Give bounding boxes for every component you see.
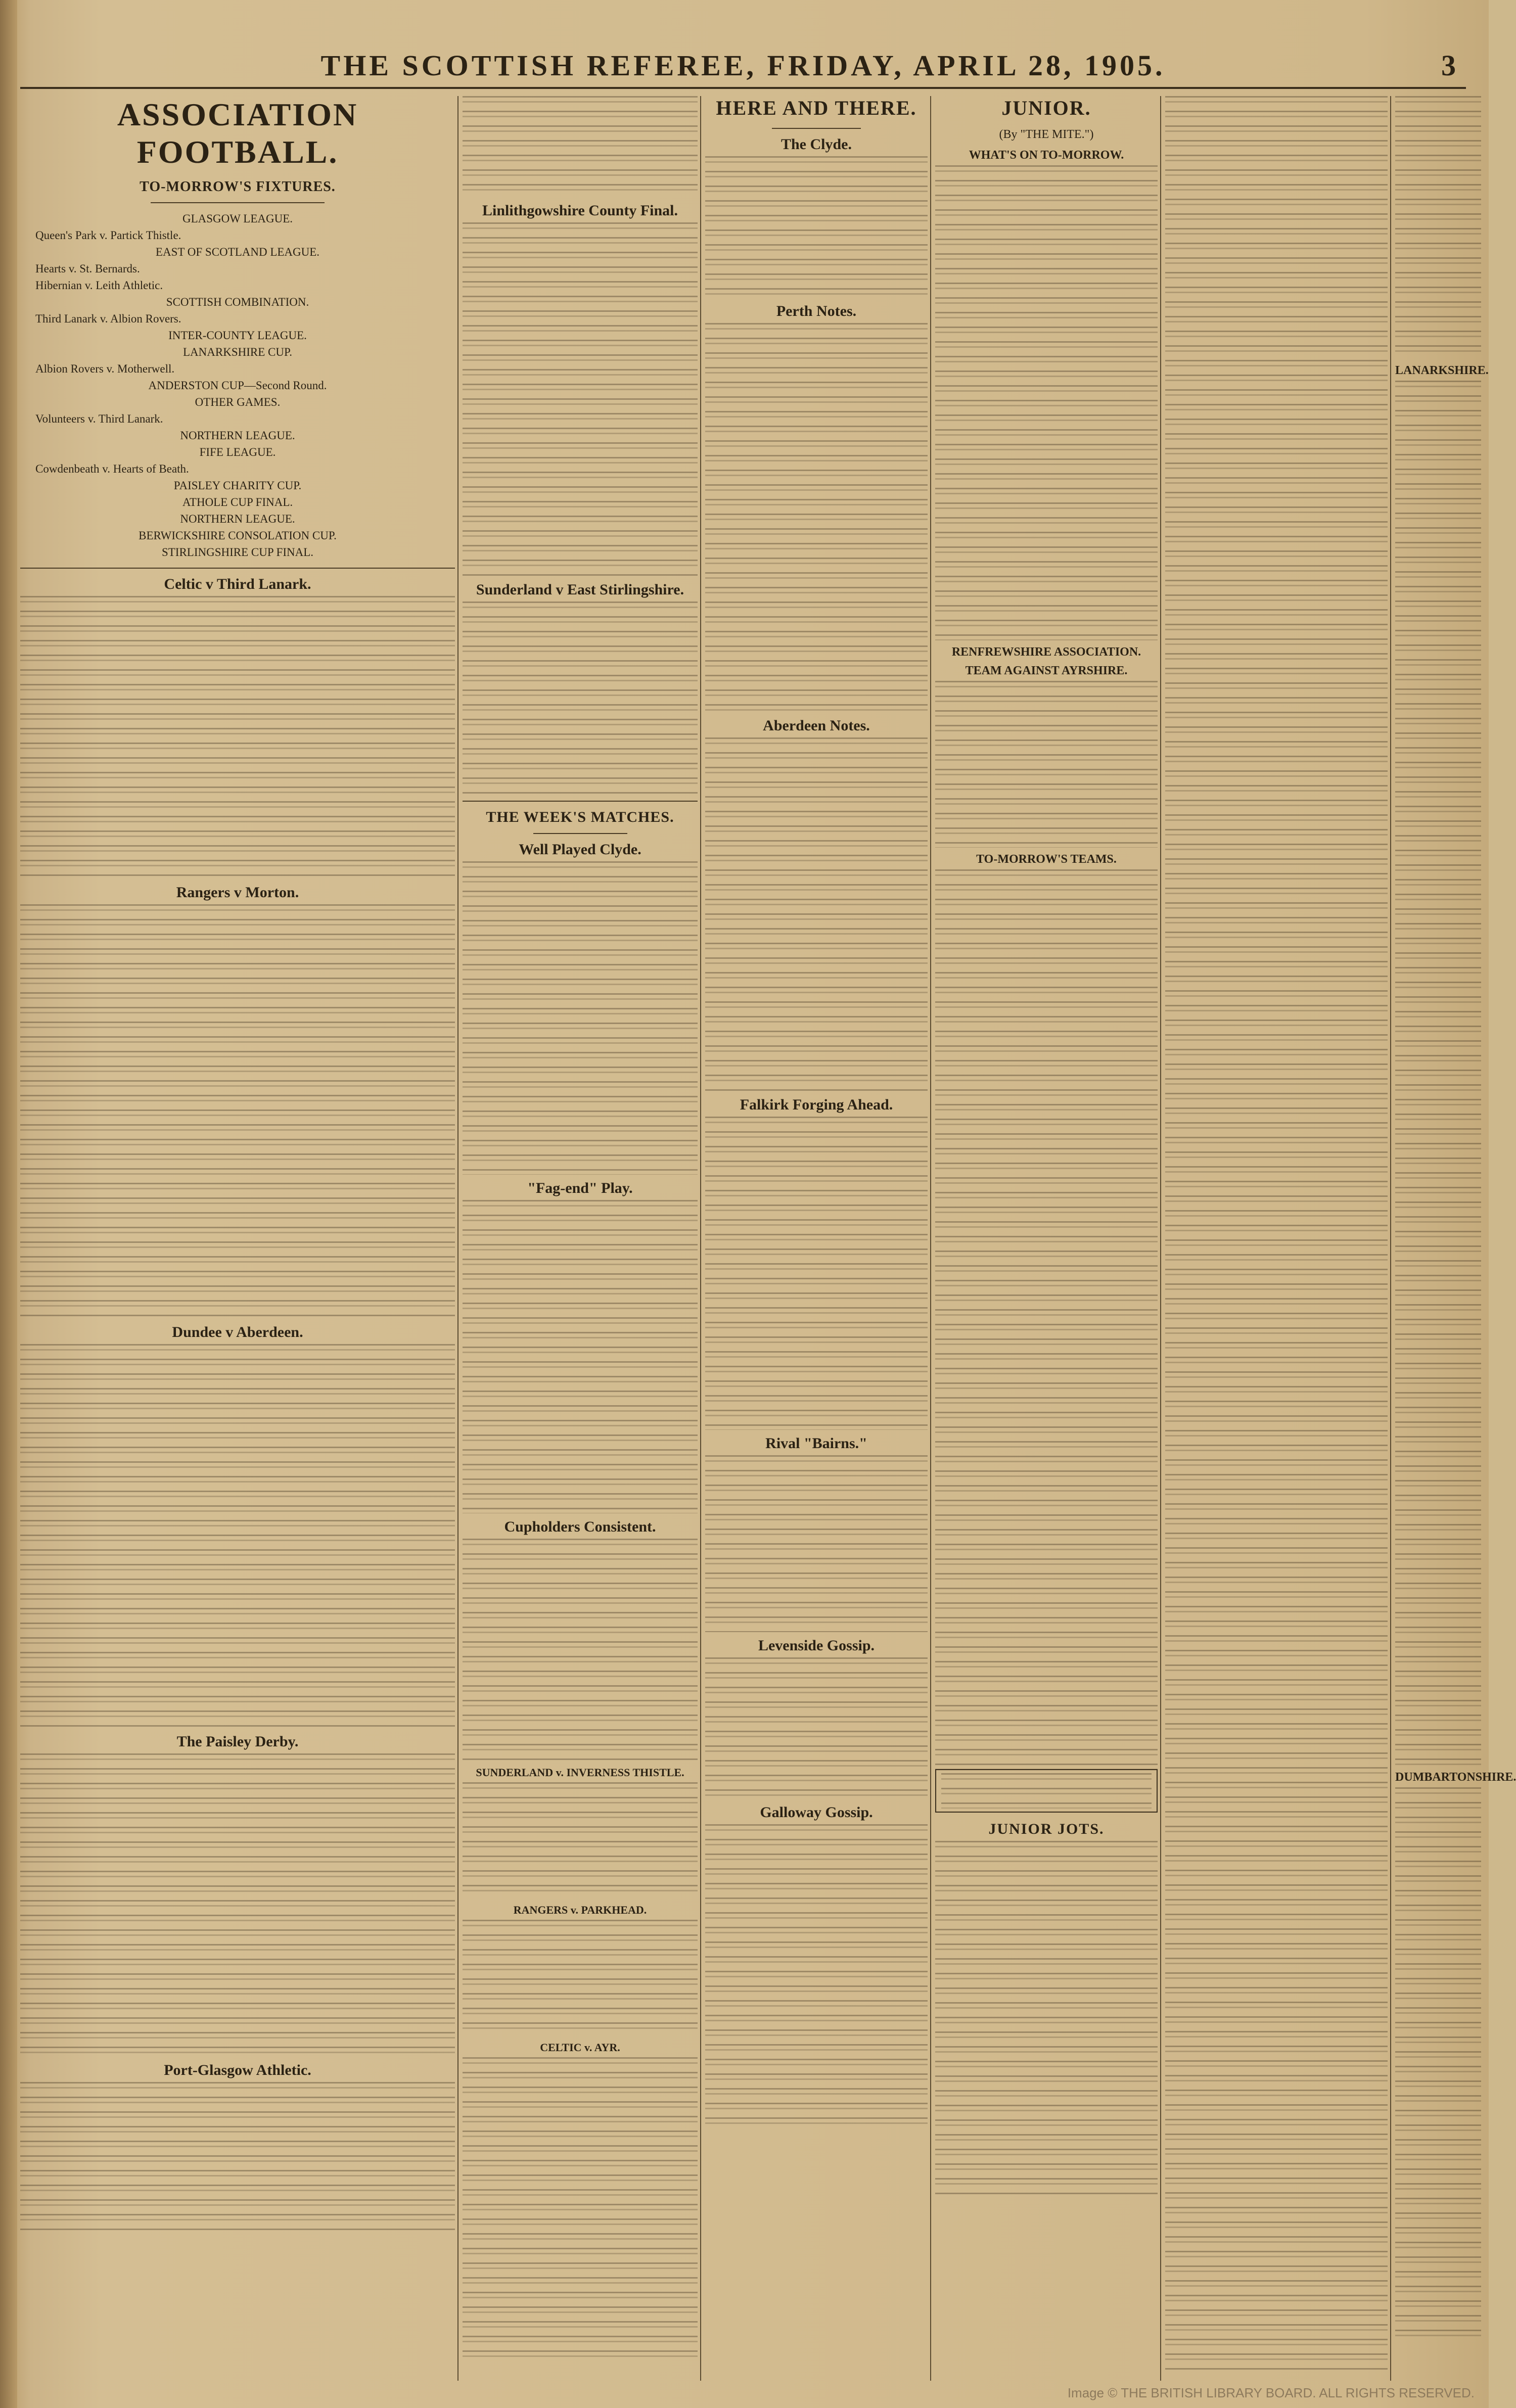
article-body-text (463, 2057, 698, 2360)
article-body-text (463, 601, 698, 794)
article-heading: The Clyde. (780, 136, 852, 153)
article-heading: Perth Notes. (776, 303, 857, 319)
page-number: 3 (1441, 49, 1456, 82)
advertisement-box (935, 1769, 1158, 1813)
fixture-line: NORTHERN LEAGUE. (180, 429, 295, 442)
column-rule (700, 96, 701, 2381)
column-counties (1395, 96, 1516, 2391)
fixture-line: EAST OF SCOTLAND LEAGUE. (155, 246, 320, 258)
article-body-text (705, 1824, 928, 2127)
article-heading: LANARKSHIRE. (1395, 364, 1489, 377)
column-rule (930, 96, 931, 2381)
masthead-rule (20, 87, 1466, 89)
article-heading: Port-Glasgow Athletic. (164, 2062, 311, 2078)
fixture-line: INTER-COUNTY LEAGUE. (168, 329, 307, 342)
fixture-line: Hearts v. St. Bernards. (35, 262, 140, 275)
article-heading: Dundee v Aberdeen. (172, 1324, 303, 1340)
article-heading: Sunderland v East Stirlingshire. (476, 581, 684, 598)
fixture-line: BERWICKSHIRE CONSOLATION CUP. (139, 529, 337, 542)
article-body-text (935, 1841, 1158, 2195)
fixture-line: OTHER GAMES. (195, 396, 281, 408)
article-heading: Levenside Gossip. (758, 1637, 875, 1654)
article-body-text (463, 1539, 698, 1761)
divider (463, 801, 698, 802)
copyright-watermark: Image © THE BRITISH LIBRARY BOARD. ALL RIGHTS RESERVED. (1067, 2385, 1475, 2400)
byline: (By "THE MITE.") (999, 128, 1094, 141)
article-body-text (705, 1455, 928, 1632)
section-heading-junior: JUNIOR. (1001, 97, 1091, 119)
fixture-line: Third Lanark v. Albion Rovers. (35, 312, 181, 325)
article-body-text (20, 1753, 455, 2057)
article-heading: DUMBARTONSHIRE. (1395, 1771, 1516, 1784)
article-heading: Falkirk Forging Ahead. (740, 1096, 893, 1113)
fixture-line: ANDERSTON CUP—Second Round. (148, 379, 327, 392)
fixture-line: ATHOLE CUP FINAL. (182, 496, 293, 508)
article-body-text (463, 222, 698, 576)
article-body-text (20, 596, 455, 879)
fixture-line: STIRLINGSHIRE CUP FINAL. (161, 546, 314, 559)
article-body-text (463, 96, 698, 197)
fixture-line: Queen's Park v. Partick Thistle. (35, 229, 181, 242)
section-heading-association-football: ASSOCIATION FOOTBALL. (117, 97, 358, 170)
article-body-text (20, 1344, 455, 1728)
article-body-text (705, 1657, 928, 1799)
article-heading: Rival "Bairns." (765, 1435, 867, 1452)
article-body-text (935, 165, 1158, 640)
article-heading: The Paisley Derby. (176, 1733, 299, 1750)
article-body-text (1395, 381, 1481, 1766)
column-association-football (20, 96, 455, 2391)
article-heading: WHAT'S ON TO-MORROW. (969, 149, 1124, 162)
fixture-line: Hibernian v. Leith Athletic. (35, 279, 163, 292)
fixture-line: SCOTTISH COMBINATION. (166, 296, 309, 308)
fixture-line: Volunteers v. Third Lanark. (35, 412, 163, 425)
masthead-title: THE SCOTTISH REFEREE, FRIDAY, APRIL 28, 1905. (320, 49, 1166, 82)
section-heading-weeks-matches: THE WEEK'S MATCHES. (486, 809, 674, 825)
article-body-text (705, 737, 928, 1091)
fixture-line: Cowdenbeath v. Hearts of Beath. (35, 462, 189, 475)
column-rule (1160, 96, 1161, 2381)
article-body-text (1395, 1787, 1481, 2343)
article-body-text (1165, 96, 1388, 2371)
article-heading: SUNDERLAND v. INVERNESS THISTLE. (476, 1766, 684, 1779)
article-heading: TO-MORROW'S TEAMS. (976, 853, 1117, 866)
article-heading: Aberdeen Notes. (763, 717, 870, 734)
article-heading: Galloway Gossip. (760, 1804, 873, 1821)
article-body-text (935, 869, 1158, 1769)
article-heading: Cupholders Consistent. (504, 1518, 656, 1535)
article-heading: Well Played Clyde. (519, 841, 641, 858)
article-body-text (463, 1200, 698, 1513)
column-rule (457, 96, 458, 2381)
column-junior (935, 96, 1158, 2391)
page-fold-shadow (0, 0, 17, 2408)
article-body-text (463, 1920, 698, 2036)
article-heading: Linlithgowshire County Final. (482, 202, 678, 219)
article-body-text (20, 2082, 455, 2234)
article-heading: JUNIOR JOTS. (988, 1821, 1105, 1837)
divider (772, 128, 861, 129)
column-county-and-weeks-matches (463, 96, 698, 2391)
column-here-and-there (705, 96, 928, 2391)
fixture-line: LANARKSHIRE CUP. (183, 346, 292, 358)
fixtures-list (20, 210, 455, 561)
article-body-text (20, 904, 455, 1319)
article-body-text (463, 1782, 698, 1898)
article-heading: "Fag-end" Play. (527, 1180, 633, 1196)
fixture-line: FIFE LEAGUE. (199, 446, 276, 458)
fixtures-heading: TO-MORROW'S FIXTURES. (140, 179, 336, 195)
divider (20, 568, 455, 569)
section-heading-here-and-there: HERE AND THERE. (716, 97, 917, 119)
divider (533, 833, 627, 834)
fixture-line: PAISLEY CHARITY CUP. (173, 479, 302, 492)
article-body-text (935, 681, 1158, 848)
article-heading: RENFREWSHIRE ASSOCIATION. (951, 645, 1141, 659)
article-heading: Celtic v Third Lanark. (164, 576, 311, 592)
column-junior-continued (1165, 96, 1388, 2391)
article-body-text (1395, 96, 1481, 359)
fixture-line: GLASGOW LEAGUE. (182, 212, 293, 225)
fixture-line: Albion Rovers v. Motherwell. (35, 362, 175, 375)
article-heading: TEAM AGAINST AYRSHIRE. (965, 664, 1128, 677)
article-heading: Rangers v Morton. (176, 884, 299, 901)
divider (151, 202, 325, 203)
article-body-text (705, 323, 928, 712)
fixture-line: NORTHERN LEAGUE. (180, 513, 295, 525)
article-body-text (463, 861, 698, 1175)
article-body-text (705, 1117, 928, 1430)
article-heading: CELTIC v. AYR. (540, 2041, 620, 2054)
article-body-text (705, 156, 928, 298)
column-rule (1390, 96, 1391, 2381)
article-heading: RANGERS v. PARKHEAD. (513, 1904, 647, 1916)
